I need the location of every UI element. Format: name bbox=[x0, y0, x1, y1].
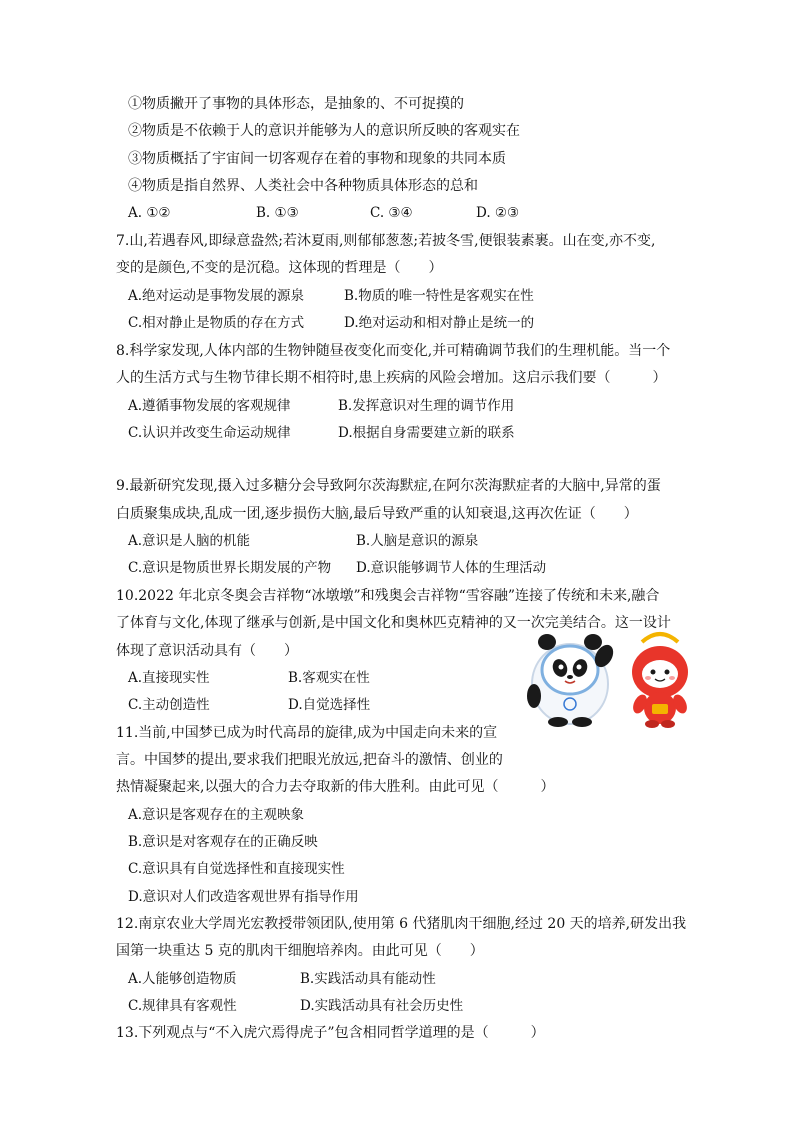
q6-option-c: C. ③④ bbox=[370, 205, 413, 221]
q6-option-b: B. ①③ bbox=[256, 205, 299, 221]
q7-option-c: C.相对静止是物质的存在方式 bbox=[128, 315, 305, 331]
q10-option-b: B.客观实在性 bbox=[288, 670, 370, 686]
winter-olympic-mascots-image bbox=[520, 622, 696, 728]
q10-option-a: A.直接现实性 bbox=[128, 670, 210, 686]
q11-option-a: A.意识是客观存在的主观映象 bbox=[128, 807, 305, 823]
q12-option-c: C.规律具有客观性 bbox=[128, 998, 237, 1014]
q10-stem-line-1: 10.2022 年北京冬奥会吉祥物“冰墩墩”和残奥会吉祥物“雪容融”连接了传统和未来,融合 bbox=[116, 588, 660, 604]
q9-stem-line-2: 白质聚集成块,乱成一团,逐步损伤大脑,最后导致严重的认知衰退,这再次佐证（ ） bbox=[116, 506, 638, 522]
q11-option-c: C.意识具有自觉选择性和直接现实性 bbox=[128, 861, 345, 877]
q12-stem-line-2: 国第一块重达 5 克的肌肉干细胞培养肉。由此可见（ ） bbox=[116, 943, 484, 959]
q6-option-d: D. ②③ bbox=[476, 205, 520, 221]
q8-option-d: D.根据自身需要建立新的联系 bbox=[338, 425, 515, 441]
bing-dwen-dwen-figure bbox=[527, 634, 617, 727]
q8-option-a: A.遵循事物发展的客观规律 bbox=[128, 398, 291, 414]
q12-stem-line-1: 12.南京农业大学周光宏教授带领团队,使用第 6 代猪肌肉干细胞,经过 20 天的培养,研发出我 bbox=[116, 916, 687, 932]
q11-option-b: B.意识是对客观存在的正确反映 bbox=[128, 834, 318, 850]
q7-option-d: D.绝对运动和相对静止是统一的 bbox=[344, 315, 535, 331]
q6-statement-2: ②物质是不依赖于人的意识并能够为人的意识所反映的客观实在 bbox=[128, 123, 520, 139]
q10-option-c: C.主动创造性 bbox=[128, 697, 210, 713]
q6-statement-4: ④物质是指自然界、人类社会中各种物质具体形态的总和 bbox=[128, 178, 478, 194]
q8-stem-line-2: 人的生活方式与生物节律长期不相符时,患上疾病的风险会增加。这启示我们要（ ） bbox=[116, 370, 667, 386]
q6-option-a: A. ①② bbox=[128, 205, 171, 221]
q12-option-a: A.人能够创造物质 bbox=[128, 971, 237, 987]
q9-option-b: B.人脑是意识的源泉 bbox=[356, 533, 479, 549]
q8-option-c: C.认识并改变生命运动规律 bbox=[128, 425, 291, 441]
q10-stem-line-3: 体现了意识活动具有（ ） bbox=[116, 643, 298, 659]
q9-option-a: A.意识是人脑的机能 bbox=[128, 533, 251, 549]
q11-stem-line-1: 11.当前,中国梦已成为时代高昂的旋律,成为中国走向未来的宣 bbox=[116, 725, 498, 741]
shuey-rhon-rhon-figure bbox=[630, 634, 689, 728]
q9-option-c: C.意识是物质世界长期发展的产物 bbox=[128, 560, 332, 576]
q11-option-d: D.意识对人们改造客观世界有指导作用 bbox=[128, 889, 359, 905]
q10-stem-line-2: 了体育与文化,体现了继承与创新,是中国文化和奥林匹克精神的又一次完美结合。这一设计 bbox=[116, 615, 671, 631]
q9-stem-line-1: 9.最新研究发现,摄入过多糖分会导致阿尔茨海默症,在阿尔茨海默症者的大脑中,异常的蛋 bbox=[116, 478, 661, 494]
q11-stem-line-2: 言。中国梦的提出,要求我们把眼光放远,把奋斗的激情、创业的 bbox=[116, 752, 503, 768]
q9-option-d: D.意识能够调节人体的生理活动 bbox=[356, 560, 547, 576]
q12-option-b: B.实践活动具有能动性 bbox=[300, 971, 436, 987]
q11-stem-line-3: 热情凝聚起来,以强大的合力去夺取新的伟大胜利。由此可见（ ） bbox=[116, 779, 555, 795]
q7-option-a: A.绝对运动是事物发展的源泉 bbox=[128, 288, 305, 304]
mascot-illustration bbox=[520, 622, 696, 728]
q7-option-b: B.物质的唯一特性是客观实在性 bbox=[344, 288, 534, 304]
q7-stem-line-2: 变的是颜色,不变的是沉稳。这体现的哲理是（ ） bbox=[116, 260, 443, 276]
q12-option-d: D.实践活动具有社会历史性 bbox=[300, 998, 464, 1014]
q6-statement-3: ③物质概括了宇宙间一切客观存在着的事物和现象的共同本质 bbox=[128, 151, 506, 167]
q10-option-d: D.自觉选择性 bbox=[288, 697, 371, 713]
q7-stem-line-1: 7.山,若遇春风,即绿意盎然;若沐夏雨,则郁郁葱葱;若披冬雪,便银装素裹。山在变,亦不变, bbox=[116, 233, 656, 249]
q6-statement-1: ①物质撇开了事物的具体形态，是抽象的、不可捉摸的 bbox=[128, 96, 464, 112]
q13-stem-line-1: 13.下列观点与“不入虎穴焉得虎子”包含相同哲学道理的是（ ） bbox=[116, 1025, 545, 1041]
q8-stem-line-1: 8.科学家发现,人体内部的生物钟随昼夜变化而变化,并可精确调节我们的生理机能。当一个 bbox=[116, 343, 671, 359]
q8-option-b: B.发挥意识对生理的调节作用 bbox=[338, 398, 515, 414]
